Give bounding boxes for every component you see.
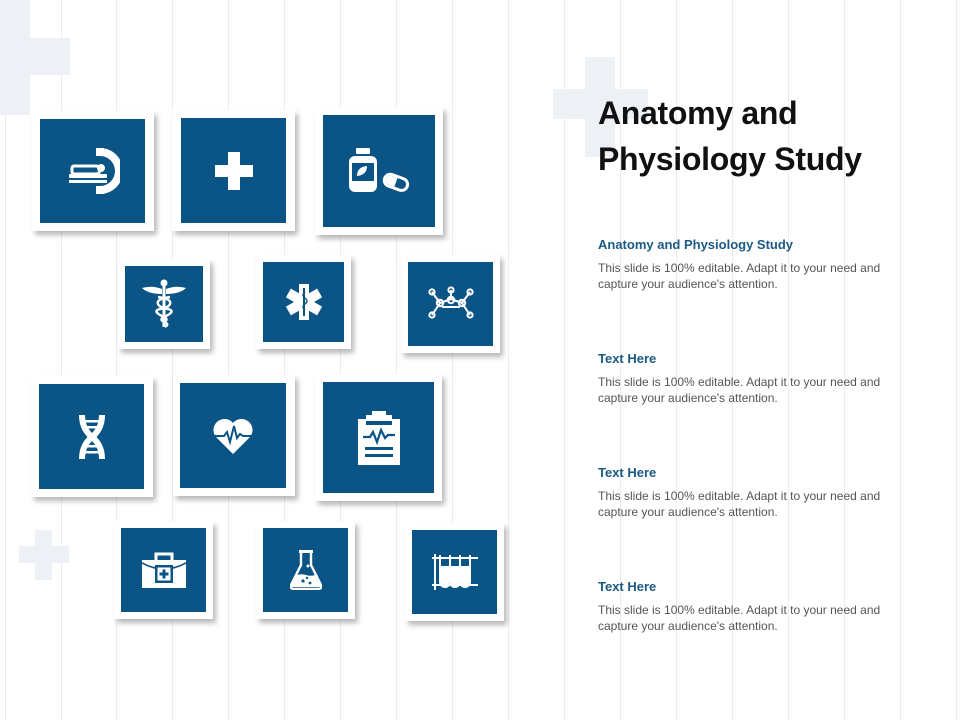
grid-line xyxy=(228,0,229,720)
text-block-heading: Text Here xyxy=(598,351,657,366)
medical-clipboard-icon xyxy=(358,411,400,465)
text-block-description: This slide is 100% editable. Adapt it to your need and capture your audience's attention. xyxy=(598,261,881,291)
first-aid-kit-icon xyxy=(142,552,186,588)
icon-tile-star-of-life xyxy=(256,255,351,349)
text-block xyxy=(598,351,918,406)
test-tubes-icon xyxy=(430,552,480,592)
icon-tile-first-aid xyxy=(114,521,213,619)
molecule-icon xyxy=(428,286,474,322)
flask-icon xyxy=(290,550,322,590)
star-of-life-icon xyxy=(286,284,322,320)
text-block-description: This slide is 100% editable. Adapt it to your need and capture your audience's attention. xyxy=(598,489,881,519)
text-block xyxy=(598,579,918,634)
medicine-bottle-pill-icon xyxy=(347,148,411,194)
icon-tile-caduceus xyxy=(118,259,210,349)
icon-tile-test-tubes xyxy=(405,523,504,621)
text-block-heading: Anatomy and Physiology Study xyxy=(598,237,794,252)
grid-line xyxy=(956,0,957,720)
icon-tile-heartbeat xyxy=(173,375,295,496)
text-block-heading: Text Here xyxy=(598,465,657,480)
text-block-description: This slide is 100% editable. Adapt it to your need and capture your audience's attention. xyxy=(598,603,881,633)
icon-tile-molecule xyxy=(401,255,500,353)
x-ray-scanner-icon xyxy=(66,146,120,196)
decorative-plus-icon xyxy=(0,0,70,115)
text-block-heading: Text Here xyxy=(598,579,657,594)
decorative-plus-icon xyxy=(19,530,69,580)
text-block xyxy=(598,465,918,520)
medical-cross-icon xyxy=(215,152,253,190)
icon-tile-medicine xyxy=(315,107,443,235)
text-block-description: This slide is 100% editable. Adapt it to your need and capture your audience's attention. xyxy=(598,375,881,405)
icon-tile-flask xyxy=(256,521,355,619)
icon-tile-clipboard xyxy=(315,374,442,501)
caduceus-icon xyxy=(141,279,187,329)
icon-tile-xray xyxy=(32,111,154,231)
text-block xyxy=(598,237,918,292)
dna-icon xyxy=(79,415,105,459)
icon-tile-dna xyxy=(31,376,153,497)
heartbeat-icon xyxy=(212,418,254,454)
icon-tile-cross xyxy=(172,110,295,231)
slide-title: Anatomy and Physiology Study xyxy=(598,95,862,177)
grid-line xyxy=(508,0,509,720)
